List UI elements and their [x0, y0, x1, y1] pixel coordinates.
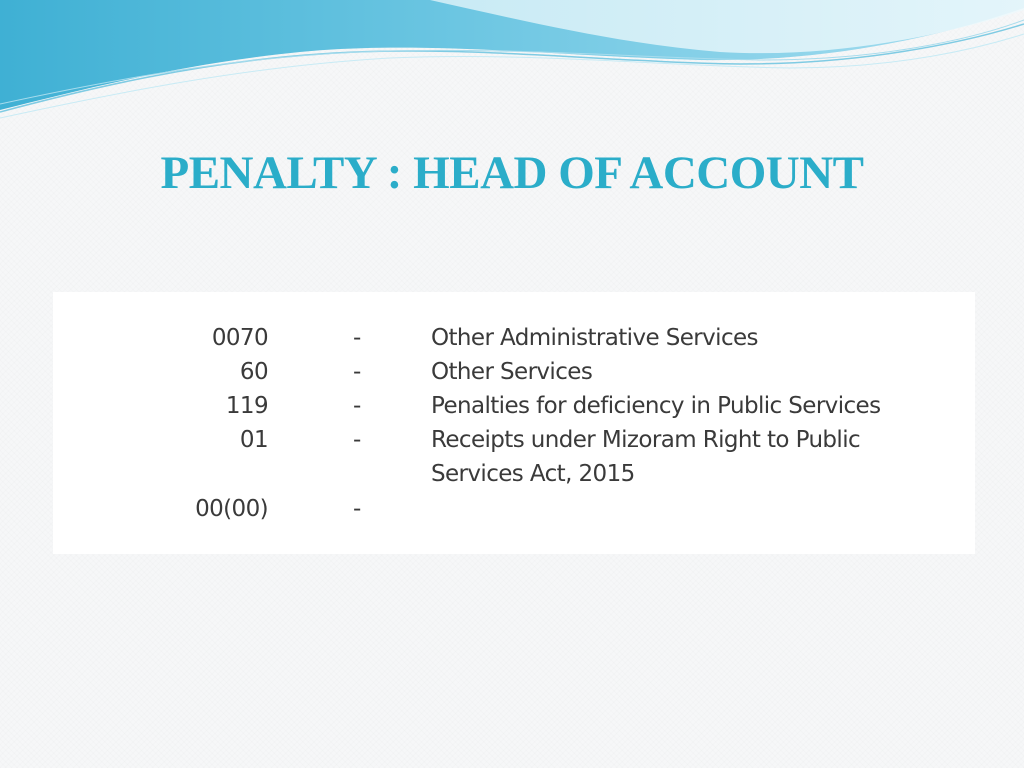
account-row: [53, 389, 975, 423]
head-of-account-table: [53, 292, 975, 554]
header-wave-decoration: [0, 0, 1024, 130]
account-code-panel: [53, 292, 975, 554]
account-row: [53, 355, 975, 389]
account-code: 0070: [211, 325, 268, 351]
separator-dash: -: [353, 325, 361, 351]
account-code: 00(00): [195, 496, 268, 522]
separator-dash: -: [353, 393, 361, 419]
account-code: 01: [239, 427, 268, 453]
account-code: 119: [225, 393, 268, 419]
account-row: [53, 321, 975, 355]
account-description: Other Administrative Services: [431, 325, 758, 351]
account-code: 60: [239, 359, 268, 385]
account-description: Receipts under Mizoram Right to Public Services Act, 2015: [431, 427, 861, 487]
separator-dash: -: [353, 359, 361, 385]
slide-title: PENALTY : HEAD OF ACCOUNT: [160, 147, 864, 199]
separator-dash: -: [353, 496, 361, 522]
account-description: Other Services: [431, 359, 593, 385]
separator-dash: -: [353, 427, 361, 453]
account-description: Penalties for deficiency in Public Services: [431, 393, 881, 419]
account-row: [53, 492, 975, 526]
account-row: [53, 423, 975, 487]
